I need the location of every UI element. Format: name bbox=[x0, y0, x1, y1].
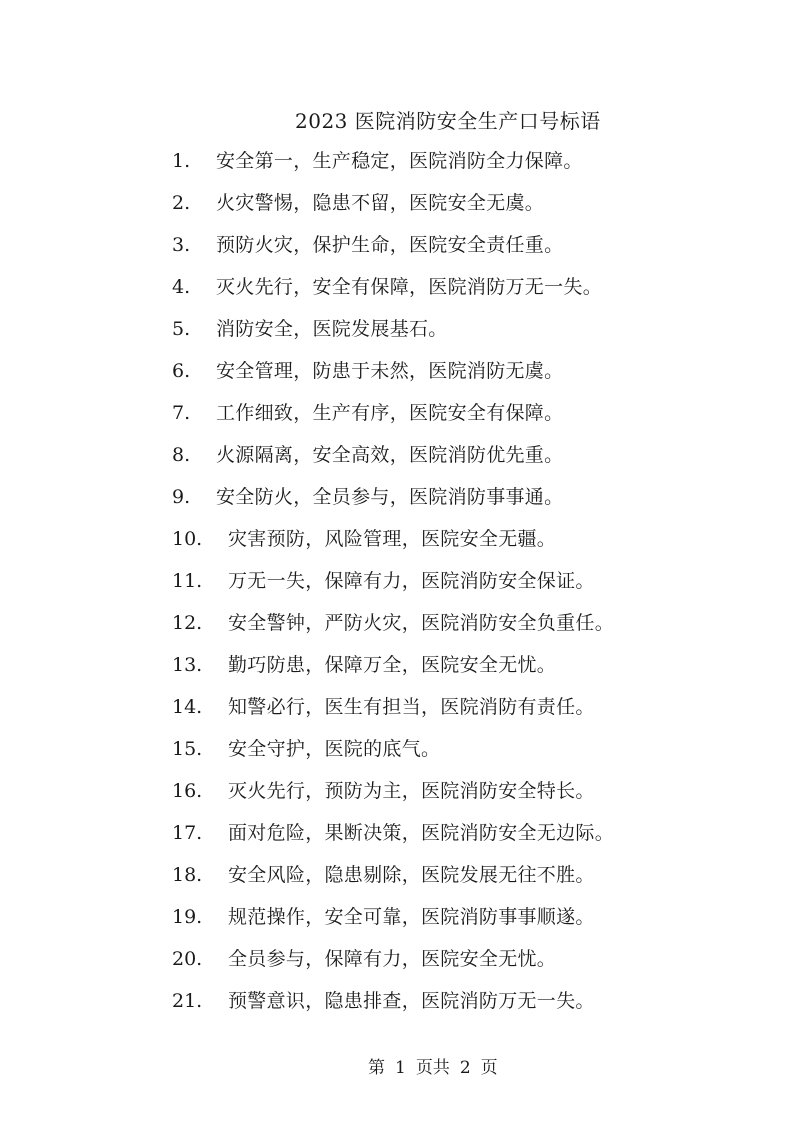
list-item bbox=[172, 145, 614, 187]
footer-page-number: 1 bbox=[395, 1058, 406, 1078]
list-item bbox=[172, 943, 614, 985]
list-item-text: 安全第一，生产稳定，医院消防全力保障。 bbox=[216, 150, 583, 172]
list-item-number: 20. bbox=[172, 948, 203, 970]
list-item-text: 规范操作，安全可靠，医院消防事事顺遂。 bbox=[228, 906, 595, 928]
list-item-text: 消防安全，医院发展基石。 bbox=[216, 318, 448, 340]
list-item-number: 5. bbox=[172, 318, 191, 340]
list-item bbox=[172, 607, 614, 649]
footer-suffix: 页 bbox=[480, 1058, 498, 1078]
list-item-number: 3. bbox=[172, 234, 191, 256]
list-item-text: 全员参与，保障有力，医院安全无忧。 bbox=[228, 948, 557, 970]
list-item-number: 2. bbox=[172, 192, 191, 214]
footer-middle: 页共 bbox=[415, 1058, 450, 1078]
list-item bbox=[172, 775, 614, 817]
list-item-number: 9. bbox=[172, 486, 191, 508]
list-item-text: 面对危险，果断决策，医院消防安全无边际。 bbox=[228, 822, 615, 844]
list-item-text: 灭火先行，预防为主，医院消防安全特长。 bbox=[228, 780, 595, 802]
slogan-list bbox=[172, 145, 614, 1027]
list-item-number: 21. bbox=[172, 990, 203, 1012]
list-item bbox=[172, 817, 614, 859]
list-item bbox=[172, 565, 614, 607]
list-item bbox=[172, 481, 614, 523]
list-item-text: 安全管理，防患于未然，医院消防无虞。 bbox=[216, 360, 564, 382]
list-item-text: 工作细致，生产有序，医院安全有保障。 bbox=[216, 402, 564, 424]
list-item bbox=[172, 271, 614, 313]
list-item-number: 4. bbox=[172, 276, 191, 298]
list-item-number: 8. bbox=[172, 444, 191, 466]
list-item bbox=[172, 313, 614, 355]
list-item-text: 安全防火，全员参与，医院消防事事通。 bbox=[216, 486, 564, 508]
list-item-number: 6. bbox=[172, 360, 191, 382]
list-item-text: 预防火灾，保护生命，医院安全责任重。 bbox=[216, 234, 564, 256]
list-item bbox=[172, 397, 614, 439]
list-item-text: 预警意识，隐患排查，医院消防万无一失。 bbox=[228, 990, 595, 1012]
list-item-number: 18. bbox=[172, 864, 203, 886]
list-item-number: 16. bbox=[172, 780, 203, 802]
list-item-number: 11. bbox=[172, 570, 203, 592]
list-item-number: 10. bbox=[172, 528, 203, 550]
list-item bbox=[172, 355, 614, 397]
list-item-number: 14. bbox=[172, 696, 203, 718]
list-item-number: 15. bbox=[172, 738, 203, 760]
list-item-number: 1. bbox=[172, 150, 191, 172]
list-item-number: 12. bbox=[172, 612, 203, 634]
list-item-text: 安全警钟，严防火灾，医院消防安全负重任。 bbox=[228, 612, 615, 634]
list-item bbox=[172, 523, 614, 565]
list-item bbox=[172, 187, 614, 229]
list-item bbox=[172, 229, 614, 271]
list-item bbox=[172, 859, 614, 901]
list-item-number: 19. bbox=[172, 906, 203, 928]
footer-total-pages: 2 bbox=[459, 1058, 471, 1078]
page-footer bbox=[368, 1056, 508, 1080]
list-item-text: 灭火先行，安全有保障，医院消防万无一失。 bbox=[216, 276, 603, 298]
list-item-text: 灾害预防，风险管理，医院安全无疆。 bbox=[228, 528, 557, 550]
list-item-text: 火源隔离，安全高效，医院消防优先重。 bbox=[216, 444, 564, 466]
list-item bbox=[172, 733, 614, 775]
list-item-text: 知警必行，医生有担当，医院消防有责任。 bbox=[228, 696, 595, 718]
list-item-number: 7. bbox=[172, 402, 191, 424]
list-item-text: 勤巧防患，保障万全，医院安全无忧。 bbox=[228, 654, 557, 676]
list-item-text: 安全风险，隐患剔除，医院发展无往不胜。 bbox=[228, 864, 595, 886]
list-item-text: 安全守护，医院的底气。 bbox=[228, 738, 441, 760]
list-item-number: 13. bbox=[172, 654, 203, 676]
footer-prefix: 第 bbox=[368, 1058, 385, 1078]
list-item-text: 万无一失，保障有力，医院消防安全保证。 bbox=[228, 570, 595, 592]
list-item bbox=[172, 691, 614, 733]
list-item bbox=[172, 985, 614, 1027]
list-item-text: 火灾警惕，隐患不留，医院安全无虞。 bbox=[216, 192, 545, 214]
page-title: 2023 医院消防安全生产口号标语 bbox=[295, 109, 601, 133]
list-item-number: 17. bbox=[172, 822, 203, 844]
list-item bbox=[172, 439, 614, 481]
list-item bbox=[172, 649, 614, 691]
list-item bbox=[172, 901, 614, 943]
